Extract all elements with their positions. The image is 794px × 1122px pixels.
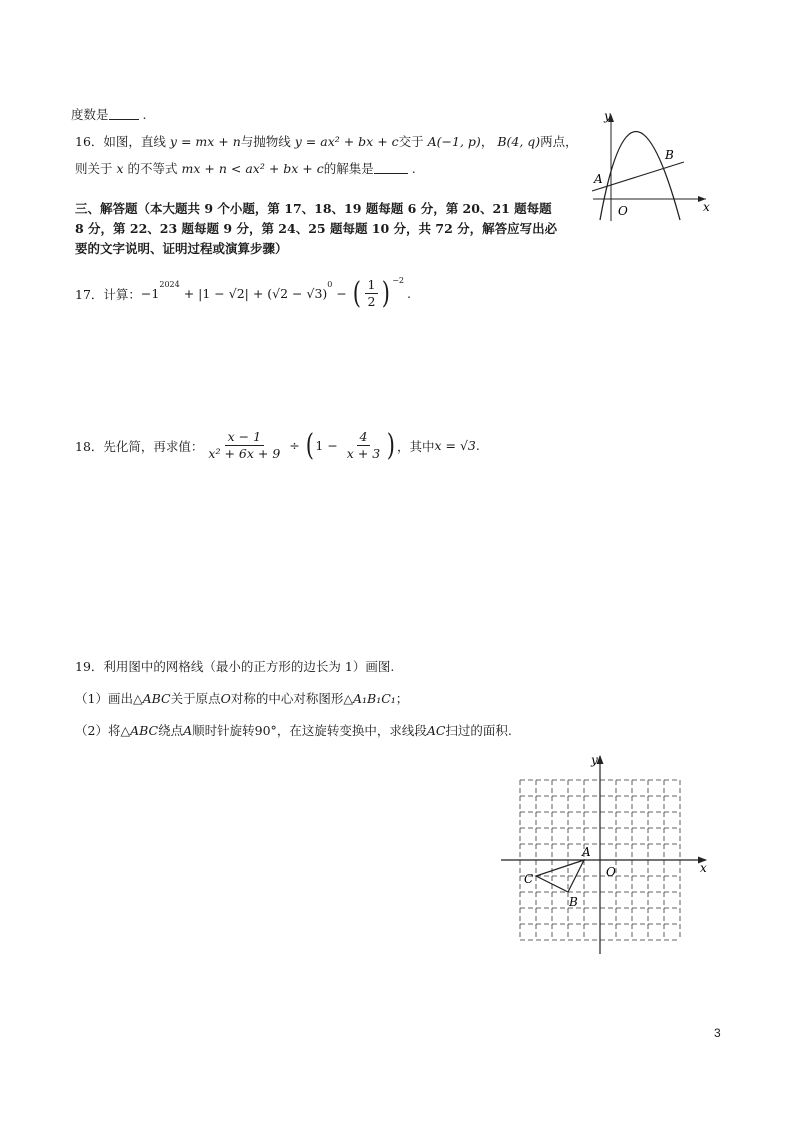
q18-f2-num: 4 (357, 430, 371, 446)
q16-text-e: 则关于 (75, 161, 113, 176)
q18-suffix: ，其中 (396, 438, 435, 454)
q19-p2-b: 绕点 (158, 723, 184, 738)
q19-p2-abc: ABC (130, 723, 159, 738)
q19-grid-graph (496, 752, 716, 957)
q18-prefix: 先化简，再求值： (103, 438, 204, 454)
graph16-label-x: x (703, 200, 710, 214)
q16-point-b: B(4, q) (497, 134, 541, 149)
graph19-label-o: O (606, 865, 616, 879)
q16-text-f: 的不等式 (127, 161, 178, 176)
q19-part1 (75, 689, 408, 707)
page-number: 3 (714, 1026, 721, 1040)
graph16-label-y: y (604, 109, 611, 123)
q18-fraction1 (205, 430, 283, 461)
q17-number: 17． (75, 286, 104, 302)
q17-exp2: 0 (327, 280, 333, 289)
q16-answer-blank[interactable] (374, 161, 408, 174)
q19-line1: 19．利用图中的网格线（最小的正方形的边长为 1）画图. (75, 659, 395, 674)
q18-one-minus: 1 − (315, 438, 342, 453)
graph16-label-o: O (618, 204, 628, 218)
q16-text-a: 如图，直线 (103, 134, 166, 149)
q16-var-x: x (116, 161, 124, 176)
q19-p1-c: 对称的中心对称图形△ (230, 691, 353, 706)
q16-point-a: A(−1, p) (427, 134, 481, 149)
q16-text-g: 的解集是 (323, 161, 374, 176)
q18-right-paren: ) (386, 428, 396, 463)
graph19-label-y: y (591, 753, 598, 767)
q17-frac-num: 1 (365, 278, 379, 294)
section3-header-line3: 要的文字说明、证明过程或演算步骤） (75, 241, 288, 256)
q19-p1-end: ； (395, 691, 409, 706)
graph19-label-b: B (569, 895, 578, 909)
q19-p2-angle: 90° (254, 723, 277, 738)
q19-p2-d: ，在这旋转变换中，求线段 (276, 723, 427, 738)
q16-inequality: mx + n < ax² + bx + c (181, 161, 324, 176)
q19-p2-seg: AC (426, 723, 446, 738)
q19-p2-c: 顺时针旋转 (192, 723, 255, 738)
q17-right-paren: ) (382, 276, 391, 311)
q18-fraction2 (344, 430, 383, 461)
q19-p1-b: 关于原点 (170, 691, 221, 706)
q19-part2 (75, 721, 512, 739)
q15-answer-blank[interactable] (109, 107, 139, 120)
q17-part2: + |1 − √2| + (√2 − √3) (179, 286, 328, 301)
q18-left-paren: ( (305, 428, 314, 463)
q17-exp1: 2024 (159, 280, 180, 289)
q16-line-equation: y = mx + n (169, 134, 241, 149)
q16-line2 (75, 159, 416, 177)
graph19-label-c: C (524, 872, 534, 886)
section3-header-line1: 三、解答题（本大题共 9 个小题，第 17、18、19 题每题 6 分，第 20、21 题每题 (75, 201, 552, 216)
graph19-label-x: x (700, 861, 707, 875)
q16-text-d: 两点， (540, 134, 578, 149)
q17-end: . (407, 286, 411, 301)
q19-p2-pt: A (183, 723, 193, 738)
q18-number: 18． (75, 438, 104, 454)
q18-f1-num: x − 1 (225, 430, 264, 446)
q19-p2-a: （2）将△ (75, 723, 131, 738)
q18 (75, 428, 480, 463)
q18-f1-den: x² + 6x + 9 (208, 446, 281, 461)
q19-p2-e: 扫过的面积. (445, 723, 512, 738)
graph19-label-a: A (582, 845, 591, 859)
q17-prefix: 计算： (103, 286, 141, 302)
q19-p1-abc: ABC (142, 691, 171, 706)
q16-text-c: 交于 (398, 134, 424, 149)
q19-p1-sym: A₁B₁C₁ (352, 691, 396, 706)
q17-part1: −1 (140, 286, 160, 301)
q18-f2-den: x + 3 (346, 446, 381, 461)
q17-frac-den: 2 (367, 294, 376, 309)
graph16-label-a: A (594, 172, 603, 186)
graph16-label-b: B (665, 148, 674, 162)
q17-fraction (365, 278, 379, 309)
section3-header-line2: 8 分，第 22、23 题每题 9 分，第 24、25 题每题 10 分，共 72 分，解答应写出必 (75, 221, 558, 236)
q16-line1 (75, 132, 578, 150)
q16-sep: ， (480, 134, 494, 149)
q19-p1-a: （1）画出△ (75, 691, 143, 706)
q15-tail (71, 105, 146, 123)
q18-div: ÷ (285, 438, 304, 453)
q19-p1-o: O (220, 691, 231, 706)
q17-left-paren: ( (352, 276, 361, 311)
q16-parabola-equation: y = ax² + bx + c (294, 134, 399, 149)
q16-text-b: 与抛物线 (240, 134, 291, 149)
q16-end: . (411, 161, 416, 176)
q17 (75, 276, 411, 311)
q16-graph (588, 108, 718, 223)
q17-part3: − (332, 286, 351, 301)
q16-number: 16． (75, 134, 104, 149)
q15-end: . (142, 107, 147, 122)
q17-exp3: −2 (392, 276, 404, 285)
q18-value: x = √3 (434, 438, 476, 453)
q18-end: . (475, 438, 480, 453)
q15-text: 度数是 (71, 107, 109, 122)
